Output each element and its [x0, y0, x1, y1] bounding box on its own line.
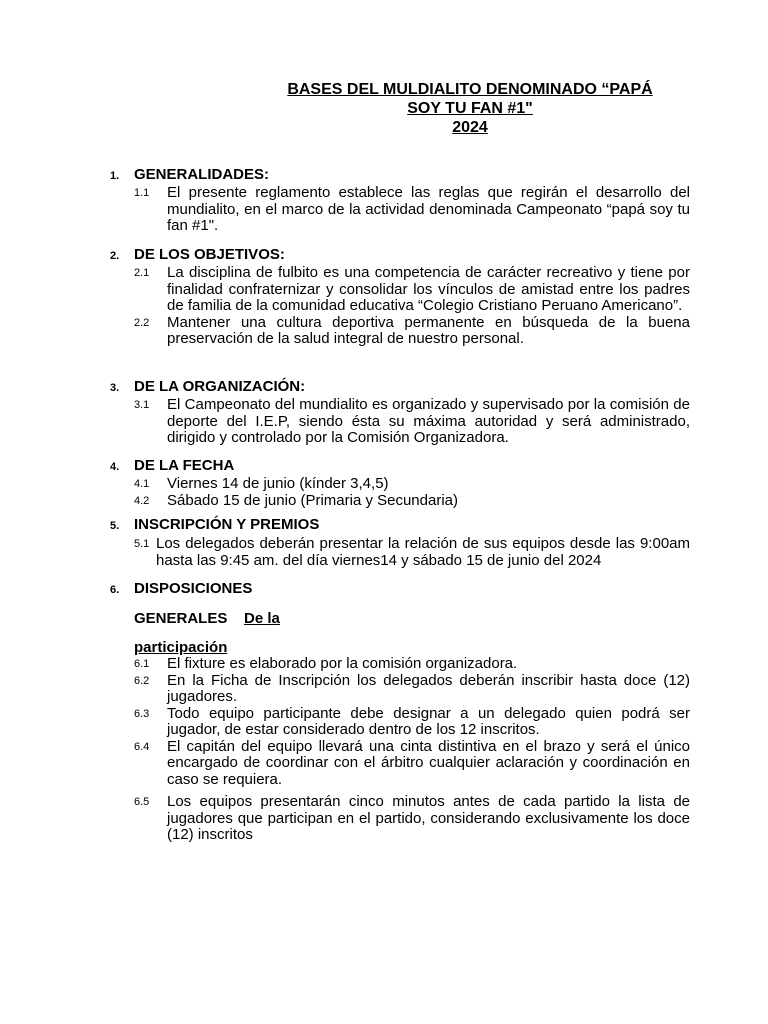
item-number: 1.1: [134, 187, 150, 199]
item-number: 4.2: [134, 494, 150, 507]
item-number: 6.4: [134, 740, 150, 753]
section-title: DE LOS OBJETIVOS:: [134, 246, 285, 263]
item-number: 2.1: [134, 267, 150, 279]
list-item: [134, 265, 690, 315]
section-title: DISPOSICIONES: [134, 580, 253, 597]
item-number: 5.1: [134, 538, 150, 550]
item-text: Los equipos presentarán cinco minutos antes de cada partido la lista de jugadores que participan en el partido, considerando exclusivamente los doce (12) inscritos: [167, 793, 690, 843]
item-number: 6.1: [134, 658, 150, 670]
item-text: Los delegados deberán presentar la relación de sus equipos desde las 9:00am hasta las 9:45 am. del día viernes14 y sábado 15 de junio del 2024: [156, 535, 690, 569]
section-heading: [110, 516, 690, 535]
item-text: Sábado 15 de junio (Primaria y Secundaria): [167, 491, 458, 509]
document-title: [255, 80, 685, 137]
item-number: 4.1: [134, 478, 150, 490]
section-fecha: [110, 457, 690, 509]
section-title: INSCRIPCIÓN Y PREMIOS: [134, 516, 320, 533]
list-item: [134, 656, 690, 673]
section-organizacion: [110, 378, 690, 447]
subsection-heading: [134, 610, 690, 627]
title-line-1: BASES DEL MULDIALITO DENOMINADO “PAPÁ: [287, 81, 653, 98]
section-number: 4.: [110, 461, 120, 473]
section-heading: [110, 457, 690, 476]
section-title: DE LA FECHA: [134, 457, 235, 474]
item-text: En la Ficha de Inscripción los delegados deberán inscribir hasta doce (12) jugadores.: [167, 671, 690, 705]
item-number: 2.2: [134, 316, 150, 329]
item-text: Todo equipo participante debe designar a un delegado quien podrá ser jugador, de estar considerado dentro de los 12 inscritos.: [167, 704, 690, 738]
subsection-title-de-la: De la: [244, 610, 280, 627]
item-text: La disciplina de fulbito es una competencia de carácter recreativo y tiene por finalidad confraternizar y consolidar los vínculos de amistad entre los padres de familia de la comunidad educativa “Colegio Cristiano Peruano Americano”.: [167, 264, 690, 314]
list-item: [134, 493, 690, 510]
item-number: 6.5: [134, 796, 150, 808]
list-item: [134, 794, 690, 844]
subsection-title-participacion: participación: [134, 639, 228, 656]
section-number: 6.: [110, 584, 120, 596]
list-item: [134, 476, 690, 493]
section-title: GENERALIDADES:: [134, 166, 270, 183]
item-number: 6.2: [134, 674, 150, 687]
item-text: El Campeonato del mundialito es organizado y supervisado por la comisión de deporte del I.E.P, siendo ésta su máxima autoridad y será administrado, dirigido y controlado por la Comisión Organizadora.: [167, 396, 690, 446]
section-generalidades: [110, 166, 690, 235]
section-inscripcion: [110, 516, 690, 569]
item-text: Mantener una cultura deportiva permanente en búsqueda de la buena preservación de la salud integral de nuestro personal.: [167, 313, 690, 347]
section-title: DE LA ORGANIZACIÓN:: [134, 378, 306, 395]
list-item: [134, 185, 690, 235]
item-number: 3.1: [134, 399, 150, 411]
item-number: 6.3: [134, 707, 150, 720]
item-text: El fixture es elaborado por la comisión organizadora.: [167, 655, 518, 672]
list-item: [134, 673, 690, 706]
section-number: 3.: [110, 382, 120, 394]
section-disposiciones: [110, 580, 690, 844]
list-item: [134, 536, 690, 569]
list-item: [134, 706, 690, 739]
section-number: 5.: [110, 520, 120, 532]
list-item: [134, 397, 690, 447]
item-text: El presente reglamento establece las reglas que regirán el desarrollo del mundialito, en el marco de la actividad denominada Campeonato “papá soy tu fan #1".: [167, 184, 690, 234]
section-heading: [110, 246, 690, 265]
item-text: Viernes 14 de junio (kínder 3,4,5): [167, 475, 389, 492]
title-line-3: 2024: [452, 119, 488, 136]
subsection-title-generales: GENERALES: [134, 610, 228, 627]
list-item: [134, 739, 690, 789]
section-number: 2.: [110, 250, 120, 262]
section-heading: [110, 378, 690, 397]
section-objetivos: [110, 246, 690, 348]
item-text: El capitán del equipo llevará una cinta distintiva en el brazo y será el único encargado de coordinar con el árbitro cualquier aclaración y coordinación en caso se requiera.: [167, 737, 690, 788]
title-line-2: SOY TU FAN #1": [407, 100, 533, 117]
section-heading: [110, 166, 690, 185]
section-heading: [110, 580, 690, 599]
section-number: 1.: [110, 170, 120, 182]
list-item: [134, 315, 690, 348]
